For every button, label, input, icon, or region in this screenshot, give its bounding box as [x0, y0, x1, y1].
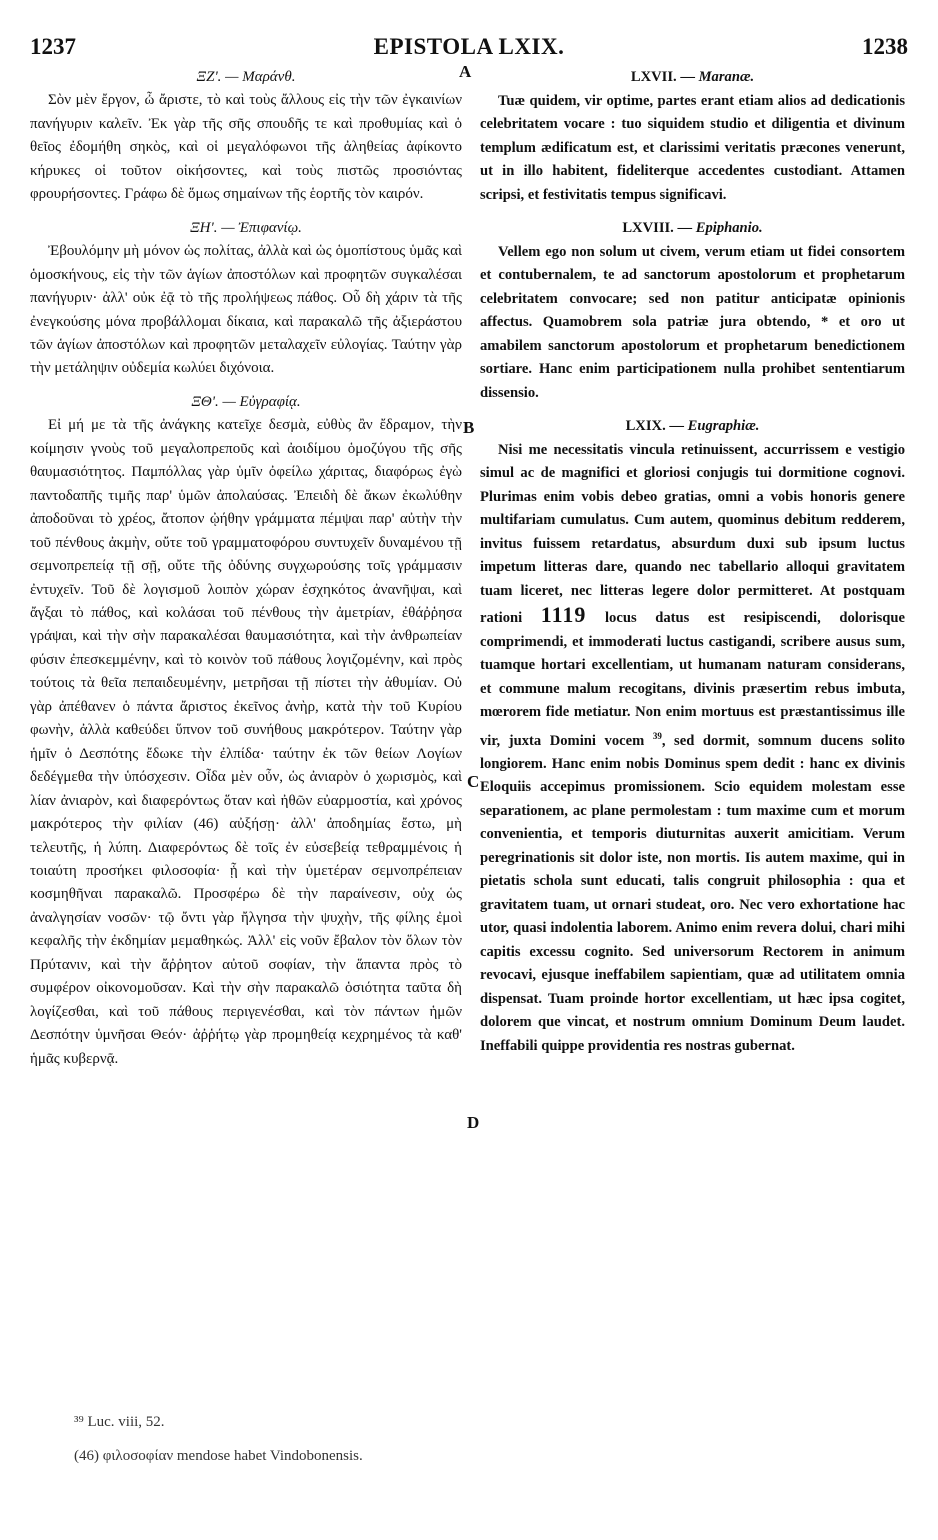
- latin-letter-67-text: Tuæ quidem, vir optime, partes erant etiam alios ad dedicationis celebritatem vocare : tuo siquidem studio et diligentia et divinum templum ædificatum est, et clarissimi veritatis præcones venerunt, ut in illo habitent, fideliterque accedentes custodiant. Attamen scripsi, et festivitatis tempus significavi.: [480, 92, 905, 203]
- page-title: EPISTOLA LXIX.: [373, 34, 565, 59]
- greek-column: [30, 66, 462, 1071]
- latin-letter-68-heading: [480, 217, 905, 241]
- latin-letter-69-recipient: Eugraphiæ.: [687, 418, 760, 434]
- margin-mark-a: A: [459, 62, 472, 81]
- latin-letter-69-text-part2: locus datus est resipiscendi, dolorisque comprimendi, et immoderati luctus castigandi, scribere ausus sum, tuamque hortari excellentiam, ut humanam naturam considerans, et commune malum recogitans, divinis præsertim rebus imbuta, mœrorem fide metiatur. Non enim mortuus est præstantissimus ille vir, juxta Domini vocem: [480, 610, 906, 749]
- page-header: [30, 34, 908, 64]
- latin-letter-69-heading: [480, 415, 905, 439]
- column-number: 1119: [540, 602, 587, 627]
- greek-letter-69-text: [30, 414, 462, 1071]
- latin-letter-67-heading: [480, 66, 905, 90]
- footnote-1: ³⁹ Luc. viii, 52.: [74, 1414, 165, 1430]
- greek-letter-69-heading: ΞΘ'. — Εὐγραφίᾳ.: [191, 393, 301, 410]
- greek-letter-67-text: Σὸν μὲν ἔργον, ὦ ἄριστε, τὸ καὶ τοὺς ἄλλους εἰς τὴν τῶν ἐγκαινίων πανήγυριν καλεῖν. Ἐκ γὰρ τῆς σῆς σπουδῆς τε καὶ προθυμίας καὶ ὁ θεῖος ἐδομήθη σηκὸς, καὶ οἱ μεγαλόφωνοι τῆς ἀληθείας ἀφίκοντο κήρυκες οἱ τοῦτον οἰκήσοντες, καὶ τοὺς πιστῶς προσιόντας φρουρήσοντες. Γράφω δὲ ὅμως σημαίνων τῆς ἑορτῆς τὸν καιρόν.: [30, 92, 462, 203]
- margin-mark-b: B: [463, 418, 475, 437]
- latin-column: [480, 66, 905, 1058]
- margin-mark-c: C: [467, 772, 480, 791]
- page-number-left: 1237: [30, 34, 76, 59]
- latin-letter-67-number: LXVII. —: [630, 69, 695, 85]
- greek-note-ref: (46): [193, 816, 219, 833]
- footnote-ref: 39: [652, 730, 662, 741]
- latin-letter-68-text: Vellem ego non solum ut civem, verum etiam ut fidei consortem et contubernalem, te ad sanctorum apostolorum et prophetarum celebritatem convocare; sed non patitur anticipatæ opinionis affectus. Quamobrem sola patriæ jura obtendo, * et oro ut amabilem sanctorum apostolorum et prophetarum benedictionem sortiare. Hanc enim participationem nulla prohibet sententiarum dissensio.: [480, 243, 905, 401]
- greek-letter-69-text-part2: αὐξήσῃ· ἀλλ' ἀποδημίας ἔστω, μὴ τελευτῆς, ἡ λύπη. Διαφερόντως δὲ τοῖς ἐν εὐσεβείᾳ τεθραμμένοις ἡ τοιαύτη προσήκει φιλοσοφία· ᾗ καὶ τὴν ὑμετέραν σεμνοπρέπειαν κοσμηθῆναι παρακαλῶ. Προσφέρω δὲ τὴν παραίνεσιν, οὐχ ὡς ἀναλγησίαν νοσῶν· τῷ ὄντι γὰρ ἤλγησα τὴν ψυχὴν, τῆς φίλης ἐμοὶ κεφαλῆς τὴν ἐκδημίαν μεμαθηκώς. Ἀλλ' εἰς νοῦν ἔβαλον τὸν ὅλων τὸν Πρύτανιν, καὶ τὴν ἄῤῥητον αὐτοῦ σοφίαν, τὴν ἅπαντα πρὸς τὸ συμφέρον οἰκονομοῦσαν. Καὶ τὴν σὴν παρακαλῶ ὁσιότητα ταῦτα δὴ λογίζεσθαι, καὶ τοῦ πάθους περιγενέσθαι, καὶ τὸν πάντων ἡμῶν Δεσπότην ὑμνῆσαι Θεόν· ἀῤῥήτῳ γὰρ προμηθείᾳ κεχρημένος τὰ καθ' ἡμᾶς κυβερνᾷ.: [30, 816, 462, 1067]
- greek-letter-67-heading: ΞΖ'. — Μαράνθ.: [196, 69, 296, 85]
- greek-letter-68-text: Ἐβουλόμην μὴ μόνον ὡς πολίτας, ἀλλὰ καὶ ὡς ὁμοπίστους ὑμᾶς καὶ ὁμοσκήνους, εἰς τὴν τῶν ἁγίων ἀποστόλων καὶ προφητῶν συγκαλέσαι πανήγυριν· ἀλλ' οὐκ ἐᾷ τὸ τῆς προλήψεως πάθος. Οὗ δὴ χάριν τὰ τῆς ἐνεγκούσης μόνα προβάλλομαι δίκαια, καὶ παρακαλῶ τῆς ἀξιεράστου τῶν ἁγίων ἀποστόλων καὶ προφητῶν μεταλαχεῖν εὐλογίας. Ταύτην γὰρ τὴν μετάληψιν οὐδεμία κωλύει διχόνοια.: [30, 243, 462, 377]
- page-number-right: 1238: [862, 34, 908, 59]
- latin-letter-69-text: [480, 439, 905, 1059]
- latin-letter-69-number: LXIX. —: [625, 418, 684, 434]
- latin-letter-68-number: LXVIII. —: [622, 220, 693, 236]
- greek-letter-69-text-part1: Εἰ μή με τὰ τῆς ἀνάγκης κατεῖχε δεσμὰ, εὐθὺς ἂν ἔδραμον, τὴν κοίμησιν γνοὺς τοῦ μεγαλοπρεποῦς καὶ ἀοιδίμου ὁμοζύγου τῆς σῆς θαυμασιότητος. Παμπόλλας γὰρ ὑμῖν ὀφείλω χάριτας, διαφόρως ἐγὼ παντοδαπῆς τιμῆς παρ' ὑμῶν ἀπολαύσας. Ἐπειδὴ δὲ ἄκων ἐκωλύθην ἀποδοῦναι τὸ χρέος, ἄτοπον ᾠήθην γράμματα πέμψαι παρ' αὐτὴν τὴν τοῦ πένθους ἀκμὴν, οὔτε τοῦ γραμματοφόρου συντυχεῖν δυναμένου τῇ σεμνοπρεπείᾳ τῇ σῇ, οὔτε τῆς ὀδύνης συγχωρούσης τοῖς γράμμασιν ἐντυχεῖν. Τοῦ δὲ λογισμοῦ λοιπὸν χώραν ἐσχηκότος ἀνανῆψαι, καὶ ἄγξαι τὸ πάθος, καὶ κολάσαι τοῦ πένθους τὴν ἀμετρίαν, ἐθάῤῥησα γράψαι, καὶ τὴν σὴν παρακαλέσαι θαυμασιότητα, καὶ τὴν ἀνθρωπείαν φύσιν ἐπεσκεμμένην, καὶ τὸ κοινὸν τοῦ πάθους λογιζομένην, καὶ πρὸς τούτοις τὰ θεῖα πεπαιδευμένην, μετρῆσαι τῇ πίστει τὴν ἀθυμίαν. Οὐ γὰρ ἀπέθανεν ὁ πάντα ἄριστος ἐκεῖνος ἀνὴρ, κατὰ τὴν τοῦ Κυρίου φωνὴν, ἀλλὰ καθεύδει ὕπνον τοῦ συνήθους μακρότερον. Ταύτην γὰρ ἡμῖν ὁ Δεσπότης ἔδωκε τὴν ἐλπίδα· ταύτην ἐκ τῶν θείων Λογίων δεδέγμεθα τὴν ὑπόσχεσιν. Οἶδα μὲν οὖν, ὡς ἀνιαρὸν ὁ χωρισμὸς, καὶ λίαν ἀνιαρὸν, καὶ διαφερόντως ὅταν καὶ ἠθῶν εὐαρμοστία, καὶ χρόνος μακρότερος τὴν φιλίαν: [30, 417, 462, 833]
- greek-letter-68-heading: ΞΗ'. — Ἐπιφανίῳ.: [190, 219, 302, 236]
- footnote-2: (46) φιλοσοφίαν mendose habet Vindobonensis.: [74, 1448, 363, 1464]
- latin-letter-69-text-part1: Nisi me necessitatis vincula retinuissent, accurrissem e vestigio simul ac de magnifici et gloriosi conjugis tui dormitione cognovi. Plurimas enim vobis debeo gratias, omni a vobis honoris genere multifariam cumulatus. Cum autem, quominus debitum redderem, invitus fuissem retardatus, absurdum duxi sub ipsum luctus impetum litteras dare, quando nec tabellario alloqui gravitatem tuam liceret, nec litteras legere dolor permitteret. At postquam rationi: [480, 441, 905, 626]
- latin-letter-68-recipient: Epiphanio.: [695, 220, 763, 236]
- latin-letter-67-recipient: Maranæ.: [698, 69, 755, 85]
- latin-letter-69-text-part3: , sed dormit, somnum ducens solito longiorem. Hanc enim nobis Dominus spem dedit : hanc ex divinis Eloquiis accepimus promissionem. Scio equidem molestam esse separationem, ac plane permolestam : tum maxime cum et morum convenientia, et temporis diuturnitas auxerit amicitiam. Verum peregrinationis sit dolor iste, non mortis. Iis autem maxime, qui in pietatis schola sunt educati, talis congruit philosophia : qua et gravitatem tuam, ut ornari studeat, oro. Nec vero exhortatione hac utor, quasi indolentia laborem. Animo enim revera dolui, chari mihi capitis excessu cognito. Sed universorum Rectorem in animum revocavi, ejusque ineffabilem sapientiam, quæ ad utilitatem omnia dispensat. Tuam proinde hortor excellentiam, ut hæc ipsa cogitet, dolorem que vincat, et nostrum omnium Dominum Deum laudet. Ineffabili quippe providentia res nostras gubernat.: [480, 732, 906, 1054]
- margin-mark-d: D: [467, 1113, 480, 1132]
